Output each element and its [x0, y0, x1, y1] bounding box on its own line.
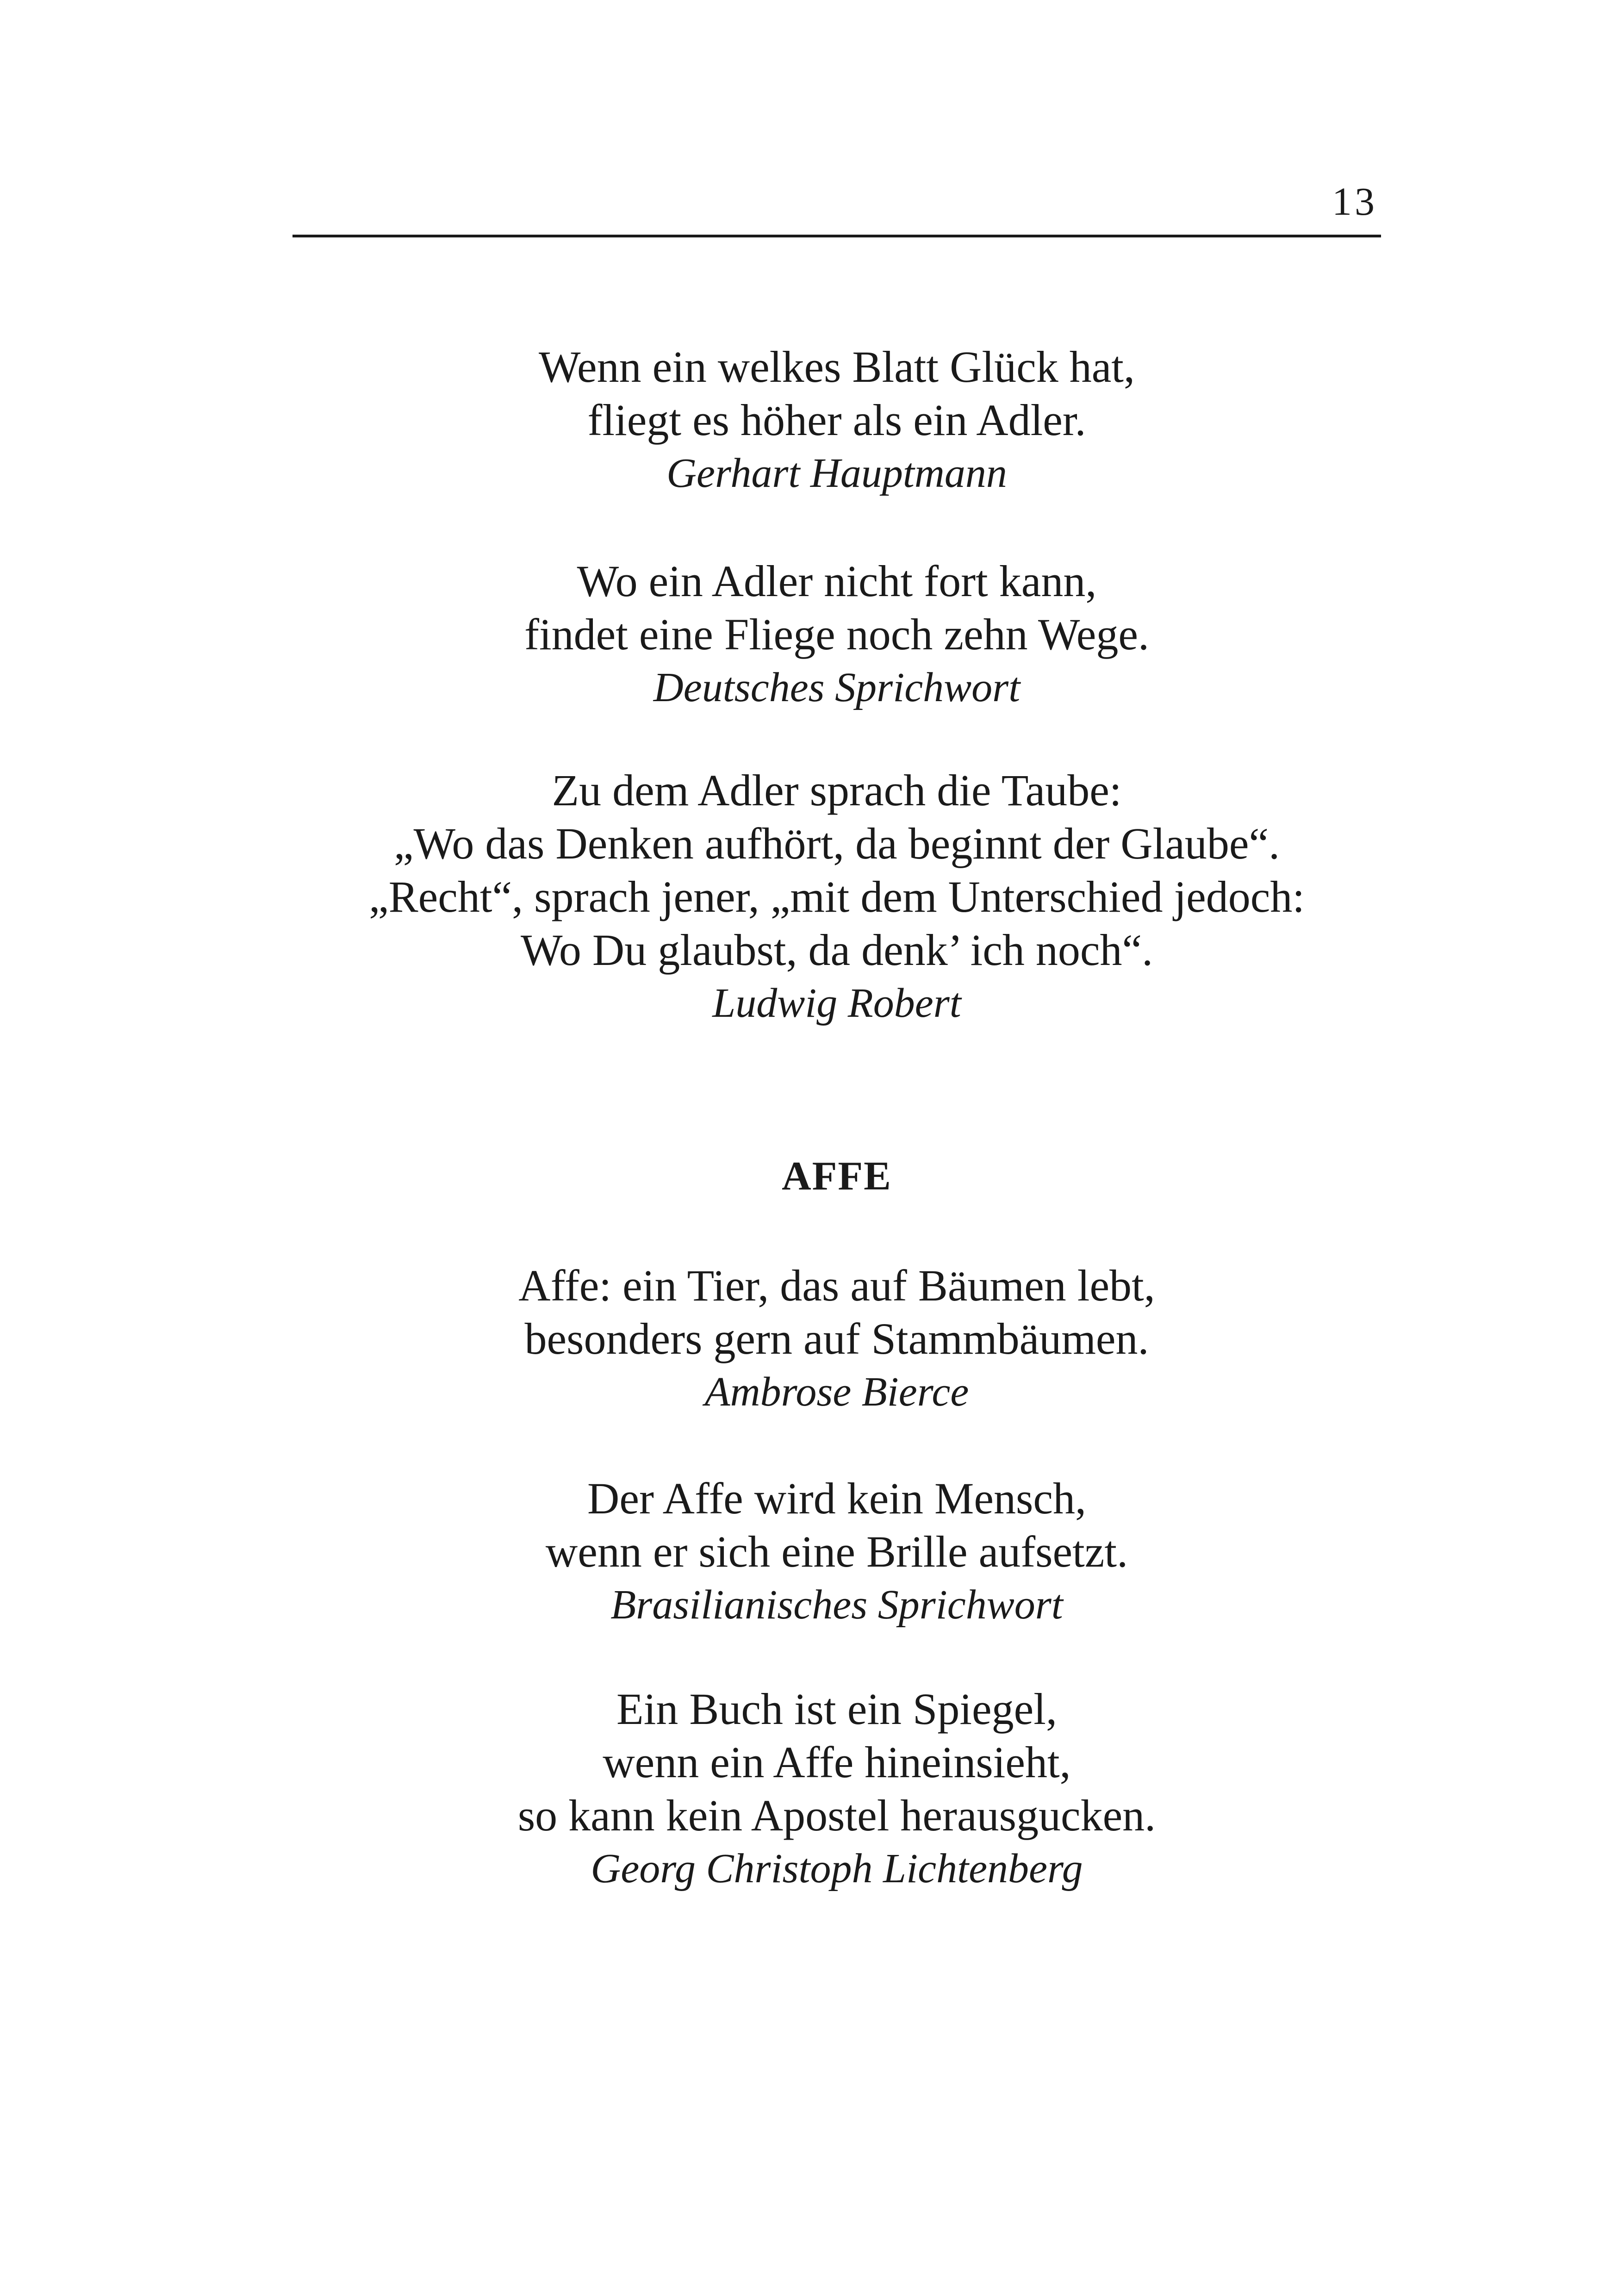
quote-line: findet eine Fliege noch zehn Wege.: [524, 610, 1149, 659]
quote-block: [292, 340, 1381, 500]
quote-line: Wenn ein welkes Blatt Glück hat,: [539, 342, 1135, 392]
quote-author: Deutsches Sprichwort: [653, 665, 1021, 710]
quote-line: Ein Buch ist ein Spiegel,: [616, 1684, 1057, 1734]
quote-line: „Wo das Denken aufhört, da beginnt der Glaube“.: [393, 819, 1280, 868]
quote-author: Brasilianisches Sprichwort: [610, 1582, 1063, 1628]
quote-line: fliegt es höher als ein Adler.: [587, 395, 1086, 445]
quote-author: Gerhart Hauptmann: [666, 450, 1007, 496]
section-heading: AFFE: [782, 1154, 892, 1199]
quote-block: [292, 554, 1381, 714]
quote-line: wenn ein Affe hineinsieht,: [603, 1737, 1071, 1787]
quote-author: Ludwig Robert: [712, 980, 961, 1026]
quote-line: Der Affe wird kein Mensch,: [587, 1474, 1086, 1523]
quote-author: Georg Christoph Lichtenberg: [591, 1846, 1083, 1892]
page-number: 13: [1332, 179, 1377, 224]
quote-block: [292, 764, 1381, 1030]
quote-line: „Recht“, sprach jener, „mit dem Unterschied jedoch:: [369, 872, 1305, 921]
quote-line: Affe: ein Tier, das auf Bäumen lebt,: [518, 1261, 1155, 1310]
quote-line: Wo ein Adler nicht fort kann,: [577, 556, 1097, 606]
quote-block: [292, 1472, 1381, 1631]
quote-line: Wo Du glaubst, da denk’ ich noch“.: [520, 925, 1153, 975]
quote-block: [292, 1259, 1381, 1419]
quote-block: [292, 1682, 1381, 1895]
quote-line: wenn er sich eine Brille aufsetzt.: [545, 1527, 1128, 1576]
quote-author: Ambrose Bierce: [704, 1369, 969, 1415]
quote-line: so kann kein Apostel herausgucken.: [517, 1791, 1156, 1840]
quote-line: besonders gern auf Stammbäumen.: [524, 1314, 1149, 1363]
header-rule: [292, 235, 1381, 237]
quote-line: Zu dem Adler sprach die Taube:: [552, 765, 1122, 815]
